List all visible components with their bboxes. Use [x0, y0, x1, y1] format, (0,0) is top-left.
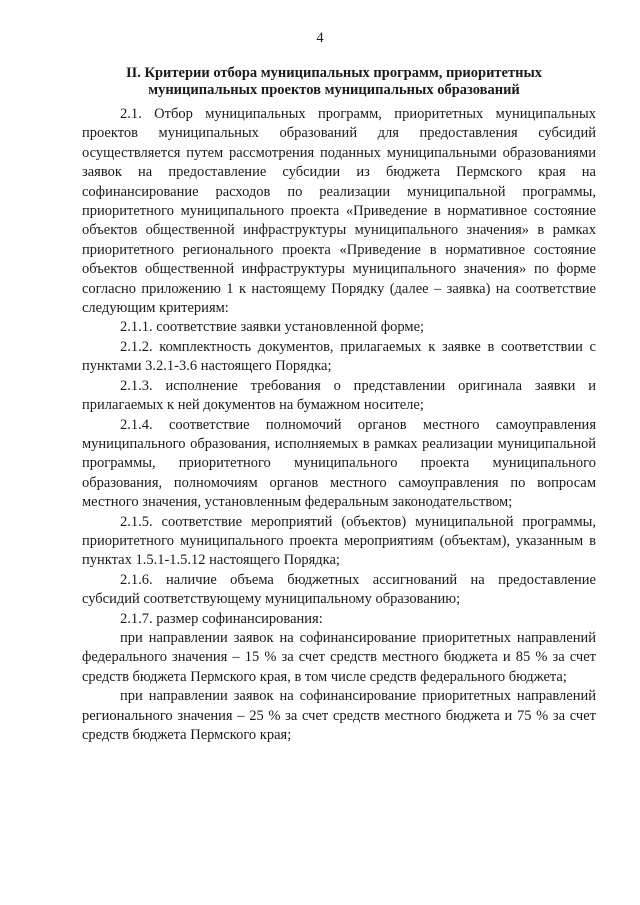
paragraph-2-1-5: 2.1.5. соответствие мероприятий (объектов) муниципальной программы, приоритетного муниципального проекта мероприятиям (объектам), указанным в пунктах 1.5.1-1.5.12 настоящего Порядка;	[82, 513, 596, 569]
paragraph-regional-cofinancing: при направлении заявок на софинансирование приоритетных направлений регионального значения – 25 % за счет средств местного бюджета и 75 % за счет средств бюджета Пермского края;	[82, 688, 596, 743]
paragraph-federal-cofinancing: при направлении заявок на софинансирование приоритетных направлений федерального значения – 15 % за счет средств местного бюджета и 85 % за счет средств бюджета Пермского края, в том числе средств федерального бюджета;	[82, 629, 596, 685]
section-title-line-1: II. Критерии отбора муниципальных программ, приоритетных	[125, 65, 543, 81]
paragraph-2-1-7: 2.1.7. размер софинансирования:	[120, 610, 323, 627]
body-text	[82, 105, 596, 745]
section-title-line-2: муниципальных проектов муниципальных образований	[148, 82, 520, 98]
paragraph-2-1-3: 2.1.3. исполнение требования о представлении оригинала заявки и прилагаемых к ней документов на бумажном носителе;	[82, 377, 596, 414]
page-number: 4	[316, 30, 324, 46]
paragraph-2-1: 2.1. Отбор муниципальных программ, приоритетных муниципальных проектов муниципальных образований для предоставления субсидий осуществляется путем рассмотрения поданных муниципальными образованиями заявок на предоставление субсидии из бюджета Пермского края на софинансирование расходов по реализации муниципальной программы, приоритетного муниципального проекта «Приведение в нормативное состояние объектов общественной инфраструктуры муниципального значения» в рамках приоритетного регионального проекта «Приведение в нормативное состояние объектов общественной инфраструктуры муниципального значения» по форме согласно приложению 1 к настоящему Порядку (далее – заявка) на соответствие следующим критериям:	[82, 106, 596, 317]
paragraph-2-1-2: 2.1.2. комплектность документов, прилагаемых к заявке в соответствии с пунктами 3.2.1-3.6 настоящего Порядка;	[82, 338, 596, 375]
paragraph-2-1-1: 2.1.1. соответствие заявки установленной форме;	[120, 319, 425, 336]
paragraph-2-1-4: 2.1.4. соответствие полномочий органов местного самоуправления муниципального образования, исполняемых в рамках реализации муниципальной программы, приоритетного муниципального проекта муниципального образования, полномочиям органов местного самоуправления по вопросам местного значения, установленным федеральным законодательством;	[82, 416, 596, 511]
paragraph-2-1-6: 2.1.6. наличие объема бюджетных ассигнований на предоставление субсидий соответствующему муниципальному образованию;	[82, 571, 596, 608]
section-title	[96, 65, 572, 99]
